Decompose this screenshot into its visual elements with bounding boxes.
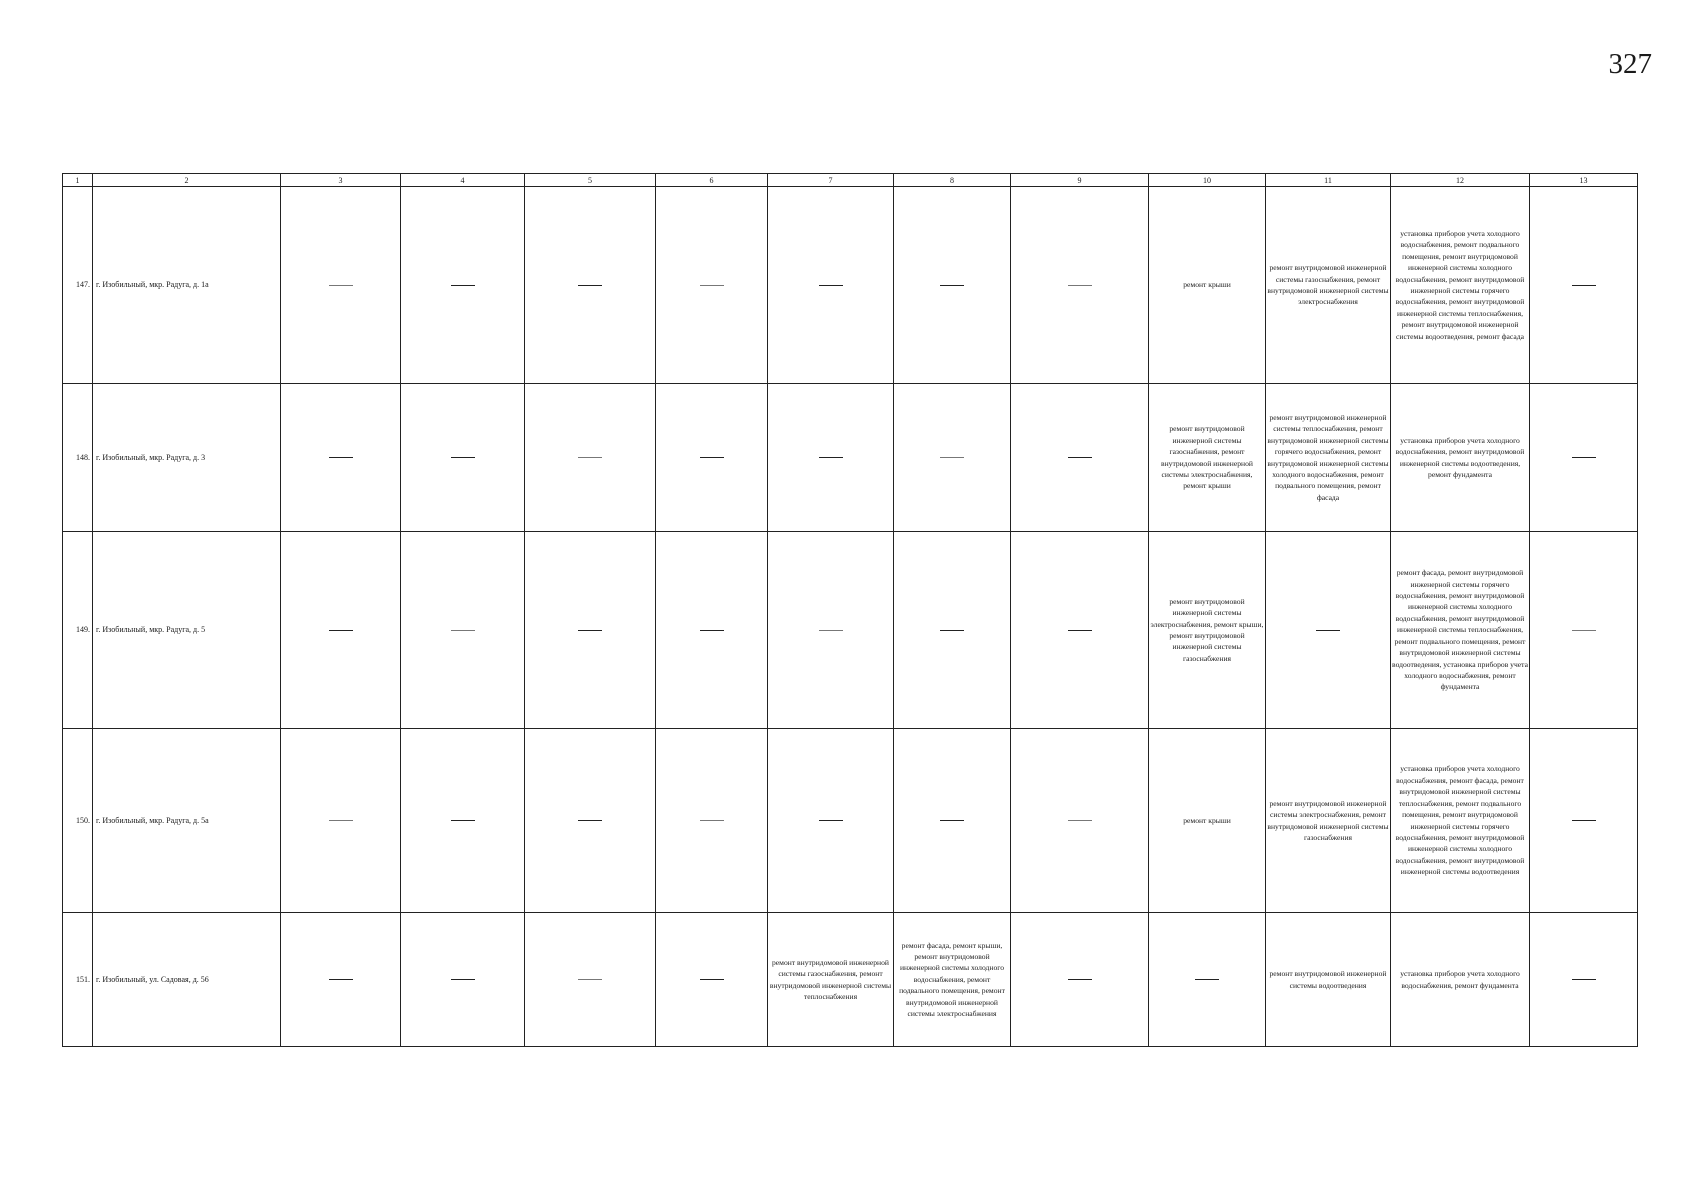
dash-mark [819, 285, 843, 286]
dash-mark [329, 285, 353, 286]
column-number: 9 [1011, 174, 1149, 187]
table-row [63, 532, 1638, 729]
work-description-text: установка приборов учета холодного водоснабжения, ремонт внутридомовой инженерной системы водоотведения, ремонт фундамента [1395, 435, 1525, 479]
table-row [63, 729, 1638, 913]
empty-dash-cell [281, 913, 401, 1047]
empty-dash-cell [401, 384, 525, 532]
work-description-cell [1266, 187, 1391, 384]
work-description-cell [894, 913, 1011, 1047]
empty-dash-cell [656, 532, 768, 729]
work-description-text: ремонт внутридомовой инженерной системы водоотведения [1269, 969, 1387, 990]
empty-dash-cell [525, 913, 656, 1047]
empty-dash-cell [894, 187, 1011, 384]
work-description-cell [1391, 187, 1530, 384]
dash-mark [940, 457, 964, 458]
row-number: 149. [63, 532, 93, 729]
empty-dash-cell [281, 187, 401, 384]
address-cell: г. Изобильный, мкр. Радуга, д. 3 [93, 384, 281, 532]
dash-mark [700, 820, 724, 821]
empty-dash-cell [768, 729, 894, 913]
dash-mark [1316, 630, 1340, 631]
address-cell: г. Изобильный, мкр. Радуга, д. 5а [93, 729, 281, 913]
dash-mark [700, 285, 724, 286]
empty-dash-cell [656, 187, 768, 384]
work-description-cell [1149, 187, 1266, 384]
empty-dash-cell [1011, 913, 1149, 1047]
work-description-cell [1266, 729, 1391, 913]
empty-dash-cell [894, 532, 1011, 729]
dash-mark [329, 630, 353, 631]
dash-mark [329, 979, 353, 980]
empty-dash-cell [525, 729, 656, 913]
empty-dash-cell [525, 532, 656, 729]
work-description-text: ремонт внутридомовой инженерной системы теплоснабжения, ремонт внутридомовой инженерной системы горячего водоснабжения, ремонт внутридомовой инженерной системы холодного водоснабжения, ремонт подвального помещения, ремонт фасада [1267, 412, 1389, 502]
empty-dash-cell [401, 187, 525, 384]
work-description-text: ремонт внутридомовой инженерной системы газоснабжения, ремонт внутридомовой инженерной системы теплоснабжения [769, 957, 892, 1001]
column-number: 6 [656, 174, 768, 187]
dash-mark [700, 979, 724, 980]
empty-dash-cell [1530, 913, 1638, 1047]
work-description-cell [768, 913, 894, 1047]
dash-mark [1572, 979, 1596, 980]
empty-dash-cell [768, 532, 894, 729]
dash-mark [578, 820, 602, 821]
work-description-cell [1391, 532, 1530, 729]
column-number: 13 [1530, 174, 1638, 187]
column-number: 7 [768, 174, 894, 187]
dash-mark [1068, 630, 1092, 631]
work-description-cell [1391, 384, 1530, 532]
empty-dash-cell [1011, 729, 1149, 913]
work-description-text: ремонт фасада, ремонт крыши, ремонт внутридомовой инженерной системы холодного водоснабжения, ремонт подвального помещения, ремонт внутридомовой инженерной системы электроснабжения [899, 940, 1005, 1019]
column-number: 5 [525, 174, 656, 187]
work-description-cell [1266, 913, 1391, 1047]
dash-mark [329, 457, 353, 458]
empty-dash-cell [1011, 532, 1149, 729]
column-number: 10 [1149, 174, 1266, 187]
work-description-text: установка приборов учета холодного водоснабжения, ремонт фундамента [1400, 969, 1520, 990]
address-cell: г. Изобильный, мкр. Радуга, д. 1а [93, 187, 281, 384]
work-description-cell [1391, 729, 1530, 913]
work-description-text: ремонт внутридомовой инженерной системы газоснабжения, ремонт внутридомовой инженерной системы электроснабжения, ремонт крыши [1161, 424, 1253, 491]
column-number: 11 [1266, 174, 1391, 187]
column-number: 4 [401, 174, 525, 187]
dash-mark [940, 630, 964, 631]
dash-mark [578, 979, 602, 980]
work-description-text: ремонт внутридомовой инженерной системы электроснабжения, ремонт крыши, ремонт внутридомовой инженерной системы газоснабжения [1150, 596, 1264, 663]
work-description-cell [1391, 913, 1530, 1047]
column-number: 1 [63, 174, 93, 187]
dash-mark [1195, 979, 1219, 980]
empty-dash-cell [768, 384, 894, 532]
empty-dash-cell [281, 384, 401, 532]
row-number: 150. [63, 729, 93, 913]
column-number-row [63, 174, 1638, 187]
work-description-cell [1149, 532, 1266, 729]
table-row [63, 384, 1638, 532]
dash-mark [1068, 820, 1092, 821]
dash-mark [578, 285, 602, 286]
empty-dash-cell [1266, 532, 1391, 729]
dash-mark [329, 820, 353, 821]
dash-mark [1068, 979, 1092, 980]
empty-dash-cell [1530, 532, 1638, 729]
work-description-cell [1266, 384, 1391, 532]
dash-mark [1572, 820, 1596, 821]
row-number: 147. [63, 187, 93, 384]
address-cell: г. Изобильный, ул. Садовая, д. 56 [93, 913, 281, 1047]
empty-dash-cell [1149, 913, 1266, 1047]
dash-mark [451, 285, 475, 286]
table-row [63, 187, 1638, 384]
repair-schedule-table [62, 173, 1638, 1047]
work-description-cell [1149, 384, 1266, 532]
empty-dash-cell [656, 729, 768, 913]
empty-dash-cell [1011, 384, 1149, 532]
dash-mark [819, 820, 843, 821]
empty-dash-cell [656, 913, 768, 1047]
work-description-text: ремонт крыши [1183, 280, 1231, 290]
empty-dash-cell [281, 729, 401, 913]
empty-dash-cell [894, 729, 1011, 913]
empty-dash-cell [401, 913, 525, 1047]
address-cell: г. Изобильный, мкр. Радуга, д. 5 [93, 532, 281, 729]
work-description-text: ремонт внутридомовой инженерной системы газоснабжения, ремонт внутридомовой инженерной системы электроснабжения [1267, 263, 1389, 307]
row-number: 148. [63, 384, 93, 532]
row-number: 151. [63, 913, 93, 1047]
page-number: 327 [1608, 48, 1652, 80]
column-number: 2 [93, 174, 281, 187]
empty-dash-cell [401, 532, 525, 729]
dash-mark [819, 457, 843, 458]
empty-dash-cell [768, 187, 894, 384]
column-number: 8 [894, 174, 1011, 187]
dash-mark [451, 820, 475, 821]
table-row [63, 913, 1638, 1047]
empty-dash-cell [525, 187, 656, 384]
dash-mark [578, 630, 602, 631]
dash-mark [940, 285, 964, 286]
dash-mark [451, 979, 475, 980]
dash-mark [1572, 285, 1596, 286]
dash-mark [1572, 457, 1596, 458]
work-description-text: установка приборов учета холодного водоснабжения, ремонт подвального помещения, ремонт внутридомовой инженерной системы холодного водоснабжения, ремонт внутридомовой инженерной системы горячего водоснабжения, ремонт внутридомовой инженерной системы теплоснабжения, ремонт внутридомовой инженерной системы водоотведения, ремонт фасада [1395, 228, 1525, 341]
empty-dash-cell [894, 384, 1011, 532]
dash-mark [1068, 457, 1092, 458]
empty-dash-cell [1530, 187, 1638, 384]
dash-mark [1572, 630, 1596, 631]
dash-mark [578, 457, 602, 458]
empty-dash-cell [401, 729, 525, 913]
column-number: 12 [1391, 174, 1530, 187]
empty-dash-cell [1530, 384, 1638, 532]
dash-mark [451, 630, 475, 631]
empty-dash-cell [525, 384, 656, 532]
dash-mark [819, 630, 843, 631]
dash-mark [700, 630, 724, 631]
column-number: 3 [281, 174, 401, 187]
empty-dash-cell [656, 384, 768, 532]
work-description-cell [1149, 729, 1266, 913]
work-description-text: ремонт крыши [1183, 815, 1231, 825]
work-description-text: ремонт внутридомовой инженерной системы электроснабжения, ремонт внутридомовой инженерной системы газоснабжения [1267, 798, 1389, 842]
empty-dash-cell [281, 532, 401, 729]
work-description-text: установка приборов учета холодного водоснабжения, ремонт фасада, ремонт внутридомовой инженерной системы теплоснабжения, ремонт подвального помещения, ремонт внутридомовой инженерной системы горячего водоснабжения, ремонт внутридомовой инженерной системы холодного водоснабжения, ремонт внутридомовой инженерной системы водоотведения [1395, 764, 1525, 877]
dash-mark [700, 457, 724, 458]
dash-mark [940, 820, 964, 821]
empty-dash-cell [1011, 187, 1149, 384]
dash-mark [1068, 285, 1092, 286]
dash-mark [451, 457, 475, 458]
empty-dash-cell [1530, 729, 1638, 913]
work-description-text: ремонт фасада, ремонт внутридомовой инженерной системы горячего водоснабжения, ремонт внутридомовой инженерной системы холодного водоснабжения, ремонт внутридомовой инженерной системы теплоснабжения, ремонт подвального помещения, ремонт внутридомовой инженерной системы водоотведения, установка приборов учета холодного водоснабжения, ремонт фундамента [1392, 568, 1528, 692]
